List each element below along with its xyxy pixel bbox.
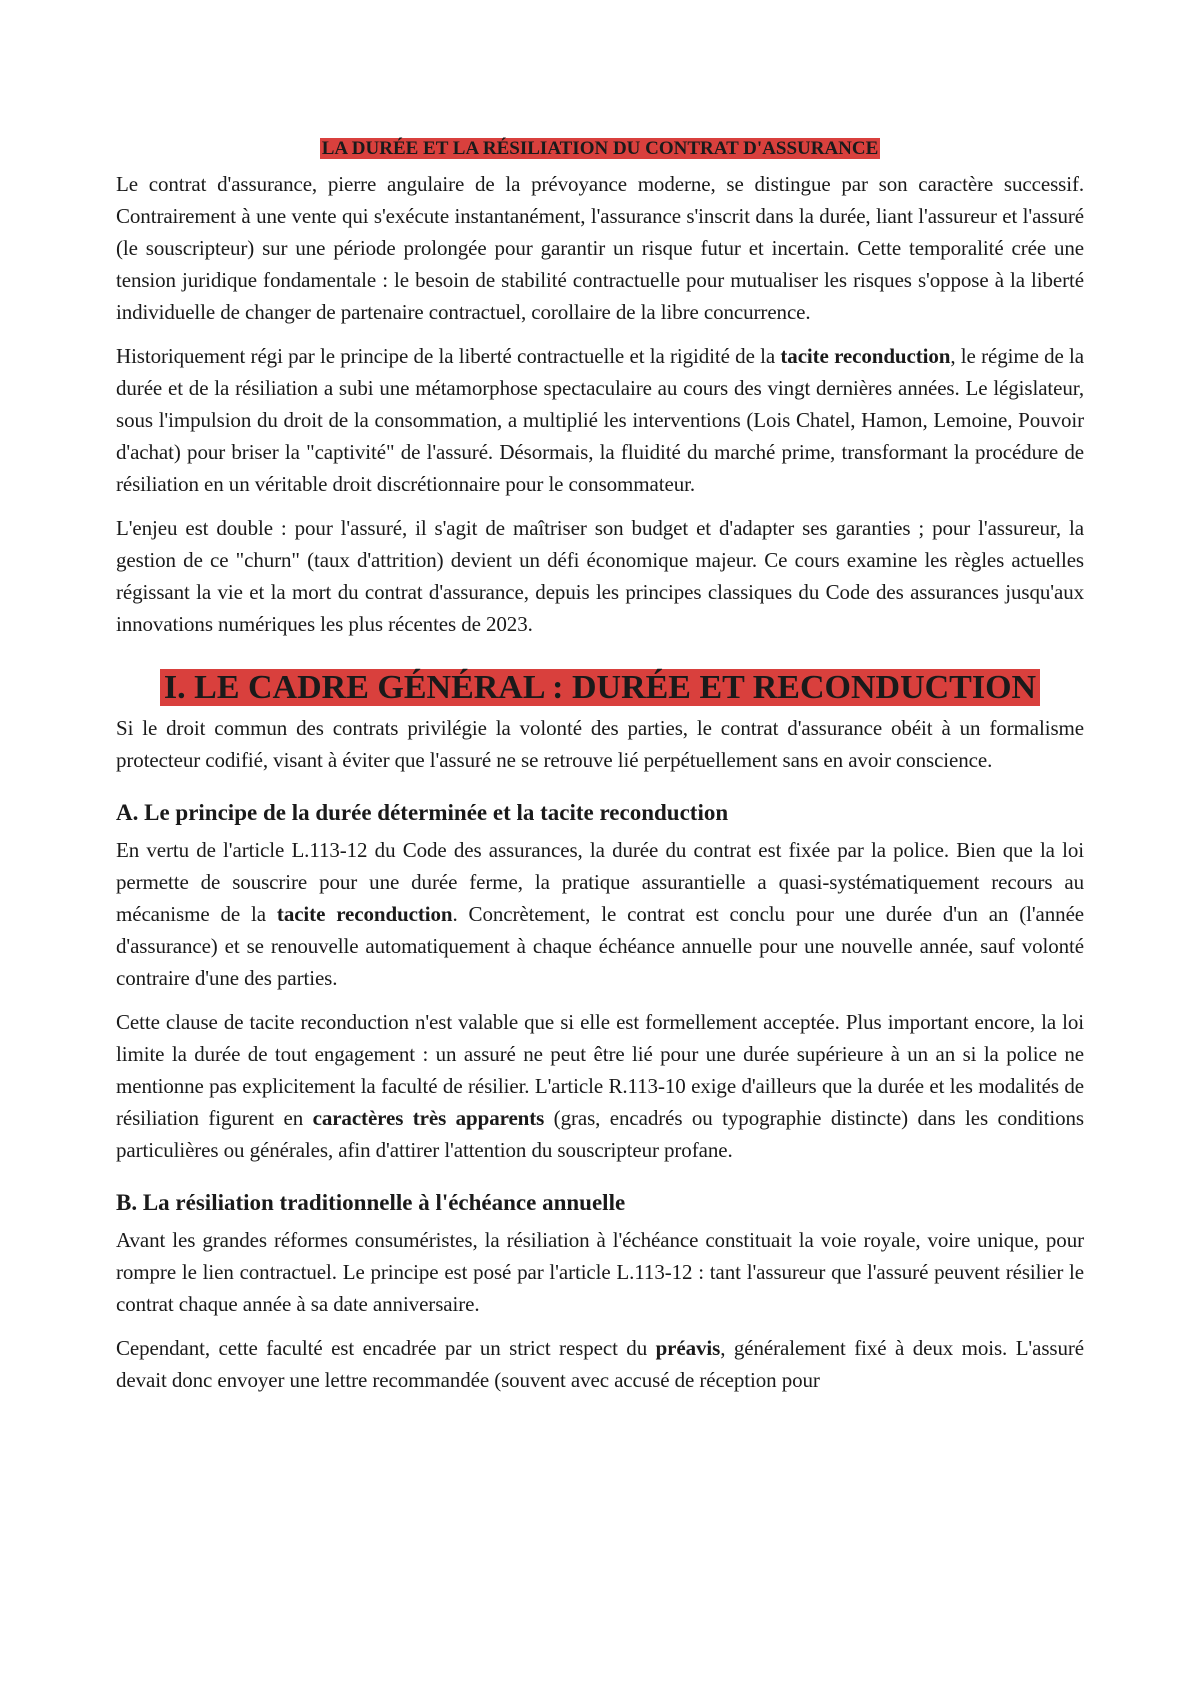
emphasis-text: caractères très apparents bbox=[312, 1106, 545, 1130]
subsection-a-paragraph bbox=[116, 1006, 1084, 1166]
intro-paragraph bbox=[116, 168, 1084, 328]
section-heading-text: I. LE CADRE GÉNÉRAL : DURÉE ET RECONDUCTION bbox=[160, 669, 1040, 706]
intro-paragraph bbox=[116, 512, 1084, 640]
paragraph-text: , le régime de la durée et de la résiliation a subi une métamorphose spectaculaire au cours des vingt dernières années. Le législateur, sous l'impulsion du droit de la consommation, a multiplié les interventions (Lois Chatel, Hamon, Lemoine, Pouvoir d'achat) pour briser la "captivité" de l'assuré. Désormais, la fluidité du marché prime, transformant la procédure de résiliation en un véritable droit discrétionnaire pour le consommateur. bbox=[116, 344, 1084, 496]
paragraph-text: Cette clause de tacite reconduction n'est valable que si elle est formellement acceptée. Plus important encore, la loi limite la durée de tout engagement : un assuré ne peut être lié pour une durée supérieure à un an si la police ne mentionne pas explicitement la faculté de résilier. L'article R.113-10 exige d'ailleurs que la durée et les modalités de résiliation figurent en bbox=[116, 1010, 1084, 1130]
paragraph-text: (gras, encadrés ou typographie distincte) dans les conditions particulières ou générales, afin d'attirer l'attention du souscripteur profane. bbox=[116, 1106, 1085, 1162]
subsection-heading-b: B. La résiliation traditionnelle à l'échéance annuelle bbox=[116, 1190, 626, 1215]
section-intro-paragraph bbox=[116, 712, 1084, 776]
intro-paragraph bbox=[116, 340, 1084, 500]
paragraph-text: En vertu de l'article L.113-12 du Code des assurances, la durée du contrat est fixée par la police. Bien que la loi permette de souscrire pour une durée ferme, la pratique assurantielle a quasi-systématiquement recours au mécanisme de la bbox=[116, 838, 1084, 926]
paragraph-text: L'enjeu est double : pour l'assuré, il s'agit de maîtriser son budget et d'adapter ses garanties ; pour l'assureur, la gestion de ce "churn" (taux d'attrition) devient un défi économique majeur. Ce cours examine les règles actuelles régissant la vie et la mort du contrat d'assurance, depuis les principes classiques du Code des assurances jusqu'aux innovations numériques les plus récentes de 2023. bbox=[116, 516, 1084, 636]
emphasis-text: préavis bbox=[655, 1336, 721, 1360]
subsection-a-paragraph bbox=[116, 834, 1084, 994]
subsection-heading-a: A. Le principe de la durée déterminée et la tacite reconduction bbox=[116, 800, 729, 825]
document-title-text: LA DURÉE ET LA RÉSILIATION DU CONTRAT D'ASSURANCE bbox=[321, 138, 879, 159]
paragraph-text: Historiquement régi par le principe de la liberté contractuelle et la rigidité de la bbox=[116, 344, 781, 368]
intro-section bbox=[116, 168, 1084, 640]
paragraph-text: Si le droit commun des contrats privilégie la volonté des parties, le contrat d'assurance obéit à un formalisme protecteur codifié, visant à éviter que l'assuré ne se retrouve lié perpétuellement sans en avoir conscience. bbox=[116, 716, 1084, 772]
paragraph-text: , généralement fixé à deux mois. L'assuré devait donc envoyer une lettre recommandée (souvent avec accusé de réception pour bbox=[116, 1336, 1084, 1392]
document-body bbox=[116, 136, 1084, 1408]
emphasis-text: tacite reconduction bbox=[276, 902, 453, 926]
subsection-b-paragraph bbox=[116, 1224, 1084, 1320]
paragraph-text: Avant les grandes réformes consuméristes, la résiliation à l'échéance constituait la voie royale, voire unique, pour rompre le lien contractuel. Le principe est posé par l'article L.113-12 : tant l'assureur que l'assuré peuvent résilier le contrat chaque année à sa date anniversaire. bbox=[116, 1228, 1084, 1316]
paragraph-text: . Concrètement, le contrat est conclu pour une durée d'un an (l'année d'assurance) et se renouvelle automatiquement à chaque échéance annuelle pour une nouvelle année, sauf volonté contraire d'une des parties. bbox=[116, 902, 1085, 990]
section-heading bbox=[116, 666, 1084, 710]
paragraph-text: Le contrat d'assurance, pierre angulaire de la prévoyance moderne, se distingue par son caractère successif. Contrairement à une vente qui s'exécute instantanément, l'assurance s'inscrit dans la durée, liant l'assureur et l'assuré (le souscripteur) sur une période prolongée pour garantir un risque futur et incertain. Cette temporalité crée une tension juridique fondamentale : le besoin de stabilité contractuelle pour mutualiser les risques s'oppose à la liberté individuelle de changer de partenaire contractuel, corollaire de la libre concurrence. bbox=[116, 172, 1084, 324]
document-title bbox=[116, 136, 1084, 162]
paragraph-text: Cependant, cette faculté est encadrée par un strict respect du bbox=[116, 1336, 656, 1360]
emphasis-text: tacite reconduction bbox=[780, 344, 951, 368]
subsection-b-paragraph bbox=[116, 1332, 1084, 1396]
